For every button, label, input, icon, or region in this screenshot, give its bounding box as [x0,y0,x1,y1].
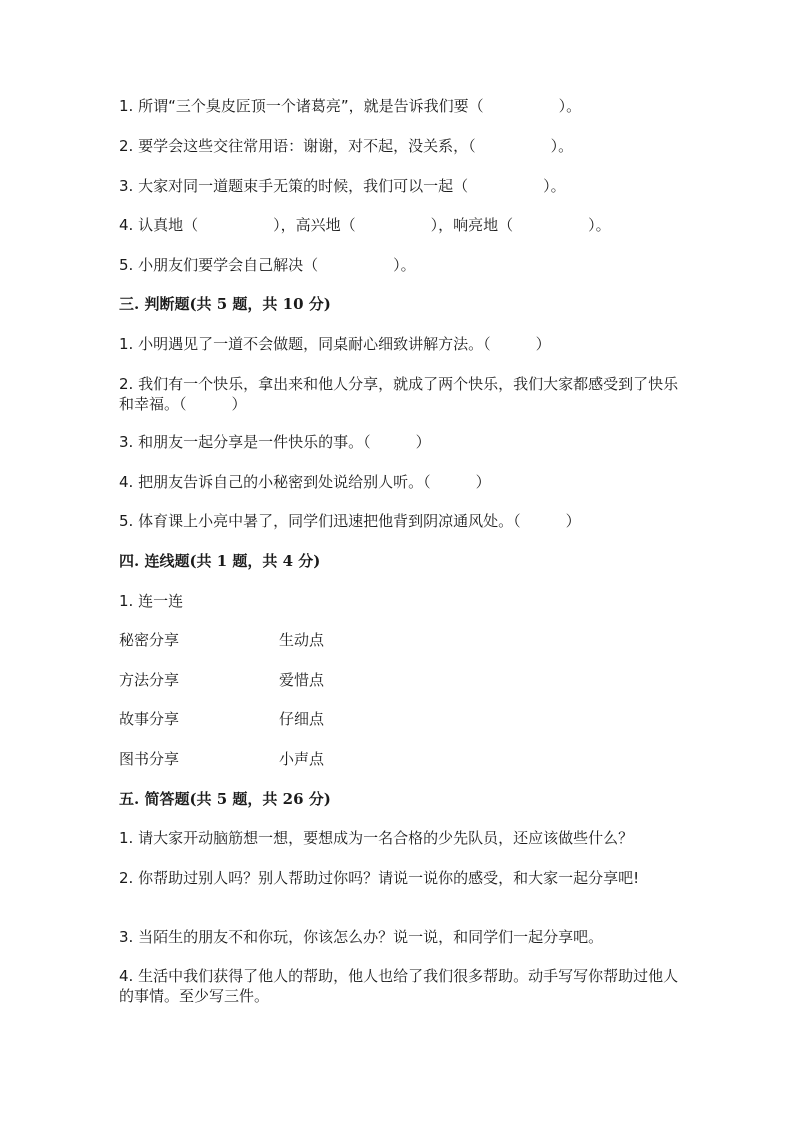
match-left-item: 故事分享 [119,710,180,728]
fill-in-item-4: 4. 认真地（ ），高兴地（ ），响亮地（ ）。 [119,216,611,234]
short-answer-item-1: 1. 请大家开动脑筋想一想，要想成为一名合格的少先队员，还应该做些什么？ [119,829,634,847]
match-right-item: 爱惜点 [279,671,325,689]
section-5-title: 五. 简答题(共 5 题，共 26 分) [119,790,331,808]
match-prompt: 1. 连一连 [119,592,184,610]
judge-item-2: 2. 我们有一个快乐，拿出来和他人分享，就成了两个快乐，我们大家都感受到了快乐和幸福。（ ） [119,375,679,413]
fill-in-item-1: 1. 所谓“三个臭皮匠顶一个诸葛亮”，就是告诉我们要（ ）。 [119,97,582,115]
match-left-item: 方法分享 [119,671,180,689]
judge-item-5: 5. 体育课上小亮中暑了，同学们迅速把他背到阴凉通风处。（ ） [119,512,581,530]
judge-item-4: 4. 把朋友告诉自己的小秘密到处说给别人听。（ ） [119,473,491,491]
judge-item-3: 3. 和朋友一起分享是一件快乐的事。（ ） [119,433,431,451]
short-answer-item-3: 3. 当陌生的朋友不和你玩，你该怎么办？说一说，和同学们一起分享吧。 [119,928,604,946]
short-answer-item-4: 4. 生活中我们获得了他人的帮助，他人也给了我们很多帮助。动手写写你帮助过他人的事情。至少写三件。 [119,967,679,1005]
section-3-title: 三. 判断题(共 5 题，共 10 分) [119,295,331,313]
match-right-item: 小声点 [279,750,325,768]
section-4-title: 四. 连线题(共 1 题，共 4 分) [119,552,321,570]
match-left-item: 秘密分享 [119,631,180,649]
match-left-item: 图书分享 [119,750,180,768]
fill-in-item-3: 3. 大家对同一道题束手无策的时候，我们可以一起（ ）。 [119,177,566,195]
judge-item-1: 1. 小明遇见了一道不会做题，同桌耐心细致讲解方法。（ ） [119,335,551,353]
fill-in-item-2: 2. 要学会这些交往常用语：谢谢，对不起，没关系，（ ）。 [119,137,574,155]
match-right-item: 生动点 [279,631,325,649]
short-answer-item-2: 2. 你帮助过别人吗？别人帮助过你吗？请说一说你的感受，和大家一起分享吧! [119,869,640,887]
fill-in-item-5: 5. 小朋友们要学会自己解决（ ）。 [119,256,416,274]
match-right-item: 仔细点 [279,710,325,728]
